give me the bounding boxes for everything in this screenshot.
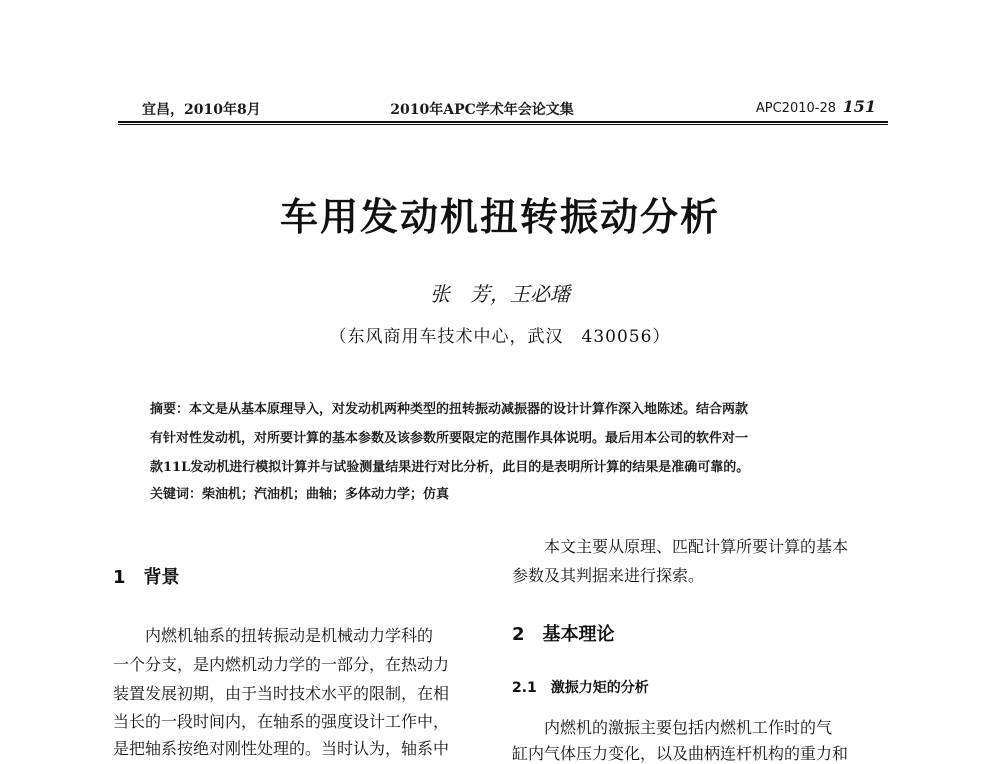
paper-title: 车用发动机扭转振动分析 — [279, 195, 720, 239]
keywords-text: 柴油机；汽油机；曲轴；多体动力学；仿真 — [202, 487, 450, 502]
section-2-1-heading: 2.1 激振力矩的分析 — [512, 680, 649, 696]
body-text-line: 参数及其判据来进行探索。 — [512, 566, 705, 585]
header-rule-thin — [118, 124, 888, 125]
paper-affiliation: （东风商用车技术中心，武汉 430056） — [329, 327, 671, 347]
header-proceedings-title: 2010年APC学术年会论文集 — [390, 102, 574, 118]
abstract-line: 款11L发动机进行模拟计算并与试验测量结果进行对比分析，此目的是表明所计算的结果是准确可靠的。 — [150, 460, 750, 475]
abstract-text: 本文是从基本原理导入，对发动机两种类型的扭转振动减振器的设计计算作深入地陈述。结合两款 — [189, 402, 749, 417]
abstract-line — [150, 398, 748, 417]
keywords-line — [150, 483, 449, 502]
abstract-label: 摘要： — [150, 402, 190, 417]
section-2-heading: 2 基本理论 — [512, 624, 615, 645]
body-text-line: 内燃机的激振主要包括内燃机工作时的气 — [512, 718, 833, 737]
abstract-line: 有针对性发动机，对所要计算的基本参数及该参数所要限定的范围作具体说明。最后用本公司的软件对一 — [150, 431, 749, 446]
body-text-line: 装置发展初期，由于当时技术水平的限制，在相 — [113, 684, 450, 703]
header-rule — [118, 121, 888, 123]
body-text-line: 内燃机轴系的扭转振动是机械动力学科的 — [113, 626, 434, 645]
header-page-number: 151 — [842, 97, 876, 116]
body-text-line: 缸内气体压力变化，以及曲柄连杆机构的重力和 — [512, 744, 849, 763]
body-text-line: 当长的一段时间内，在轴系的强度设计工作中， — [113, 712, 450, 731]
header-location-date: 宜昌，2010年8月 — [142, 102, 261, 118]
body-text-line: 是把轴系按绝对刚性处理的。当时认为，轴系中 — [113, 739, 450, 758]
section-1-heading: 1 背景 — [113, 567, 180, 588]
body-text-line: 本文主要从原理、匹配计算所要计算的基本 — [512, 537, 849, 556]
keywords-label: 关键词： — [150, 487, 203, 502]
paper-authors: 张 芳，王必璠 — [430, 282, 570, 306]
header-paper-code: APC2010-28 — [755, 101, 836, 116]
body-text-line: 一个分支，是内燃机动力学的一部分，在热动力 — [113, 655, 450, 674]
